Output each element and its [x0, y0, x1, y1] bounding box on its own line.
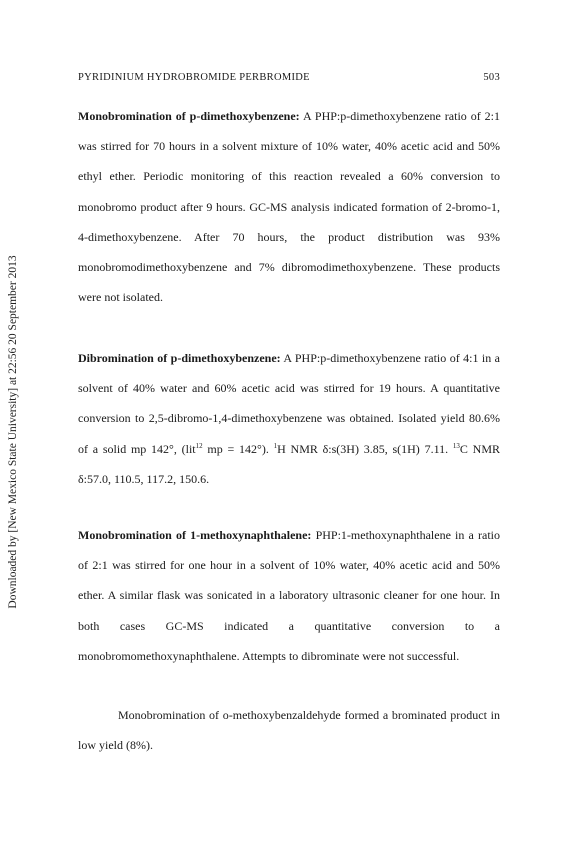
paragraph-text: Monobromination of o-methoxybenzaldehyde formed a brominated product in low yield (8%).: [78, 708, 500, 753]
download-watermark: [0, 0, 26, 864]
download-watermark-text: Downloaded by [New Mexico State University] at 22:56 20 September 2013: [7, 255, 19, 609]
paragraph-heading: Monobromination of p-dimethoxybenzene:: [78, 109, 300, 123]
running-header-title: PYRIDINIUM HYDROBROMIDE PERBROMIDE: [78, 72, 310, 83]
isotope-superscript: 1: [273, 441, 278, 450]
isotope-superscript: 13: [452, 441, 460, 450]
paragraph-text: PHP:1-methoxynaphthalene in a ratio of 2:1 was stirred for one hour in a solvent of 10% water, 40% acetic acid and 50% ether. A similar flask was sonicated in a laboratory ultrasonic cleaner for one hour. In both cases GC-MS indicated a quantitative conversion to a monobromomethoxynaphthalene. Attempts to dibrominate were not successful.: [78, 528, 501, 663]
paragraph-methoxybenzaldehyde: [78, 700, 500, 760]
running-header: [78, 72, 500, 83]
paragraph-text: mp = 142°).: [202, 441, 274, 456]
paragraph-heading: Monobromination of 1-methoxynaphthalene:: [78, 528, 312, 542]
paragraph-monobromination-dimethoxybenzene: [78, 101, 500, 312]
paragraph-heading: Dibromination of p-dimethoxybenzene:: [78, 351, 281, 365]
paragraph-monobromination-methoxynaphthalene: [78, 520, 500, 671]
paragraph-dibromination-dimethoxybenzene: [78, 343, 500, 494]
paragraph-text: A PHP:p-dimethoxybenzene ratio of 4:1 in a solvent of 40% water and 60% acetic acid was stirred for 19 hours. A quantitative conversion to 2,5-dibromo-1,4-dimethoxybenzene was obtained. Isolated yield 80.6% of a solid mp 142°, (lit: [78, 351, 500, 456]
paragraph-text: C NMR δ:57.0, 110.5, 117.2, 150.6.: [78, 441, 500, 486]
paragraph-text: H NMR δ:s(3H) 3.85, s(1H) 7.11.: [277, 441, 453, 456]
page-number: 503: [483, 72, 500, 83]
reference-superscript: 12: [195, 441, 203, 450]
paragraph-text: A PHP:p-dimethoxybenzene ratio of 2:1 was stirred for 70 hours in a solvent mixture of 10% water, 40% acetic acid and 50% ethyl ether. Periodic monitoring of this reaction revealed a 60% conversion to monobromo product after 9 hours. GC-MS analysis indicated formation of 2-bromo-1, 4-dimethoxybenzene. After 70 hours, the product distribution was 93% monobromodimethoxybenzene and 7% dibromodimethoxybenzene. These products were not isolated.: [78, 109, 501, 305]
